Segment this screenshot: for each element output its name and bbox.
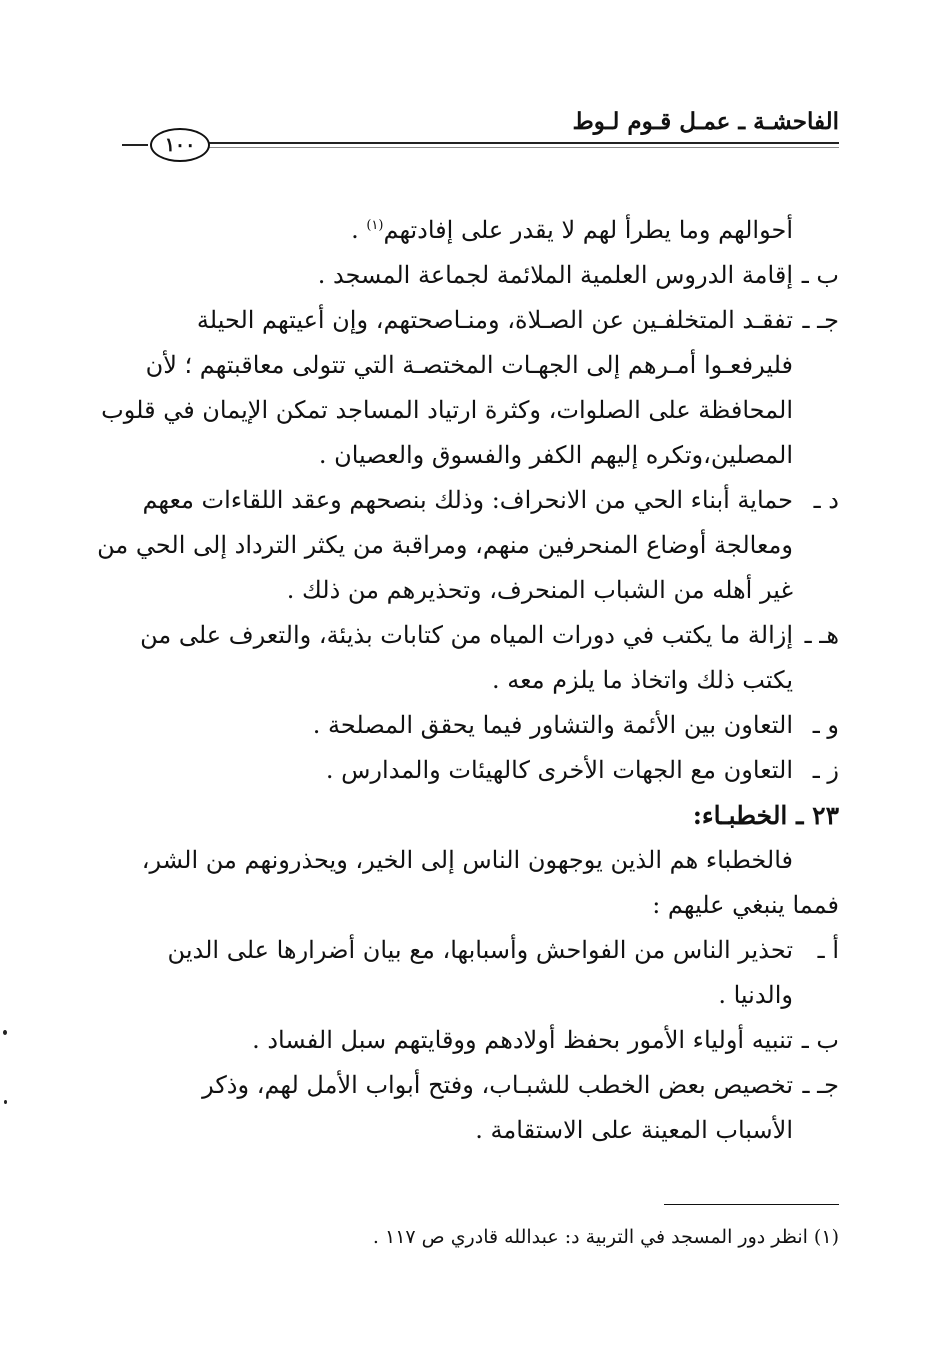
list-item-text	[129, 928, 793, 1018]
list-item-text	[129, 1018, 793, 1063]
text-line: تحذير الناس من الفواحش وأسبابها، مع بيان أضرارها على الدين	[167, 936, 793, 964]
footnote: (١) انظر دور المسجد في التربية د: عبدالله قادري ص ١١٧ .	[372, 1226, 839, 1248]
list-item	[101, 298, 839, 478]
continuation-line	[129, 208, 839, 253]
list-item-marker: ز ـ	[812, 756, 839, 784]
text-line: يكتب ذلك واتخاذ ما يلزم معه .	[492, 666, 793, 694]
page-number: ١٠٠	[164, 134, 196, 156]
list-item-marker: هـ ـ	[804, 621, 839, 649]
text-line: تخصيص بعض الخطب للشبـاب، وفتح أبواب الأمل لهم، وذكر	[202, 1071, 793, 1099]
continuation-tail: .	[351, 216, 367, 244]
text-line: فالخطباء هم الذين يوجهون الناس إلى الخير، ويحذرونهم من الشر،	[141, 846, 793, 874]
text-line: المصلين،وتكره إليهم الكفر والفسوق والعصيان .	[318, 441, 793, 469]
list-item-text	[129, 613, 793, 703]
continuation-text: أحوالهم وما يطرأ لهم لا يقدر على إفادتهم	[383, 216, 793, 244]
list-item	[129, 928, 839, 1018]
scan-speck	[3, 1030, 7, 1035]
list-item-text	[101, 298, 793, 478]
text-line: الأسباب المعينة على الاستقامة .	[475, 1116, 793, 1144]
text-line: إزالة ما يكتب في دورات المياه من كتابات بذيئة، والتعرف على من	[140, 621, 793, 649]
list-item-marker: ب ـ	[801, 1026, 839, 1054]
text-line: غير أهله من الشباب المنحرف، وتحذيرهم من ذلك .	[286, 576, 793, 604]
list-group-preacher-duties	[129, 928, 839, 1153]
intro-paragraph	[129, 838, 839, 928]
scan-speck	[4, 1100, 7, 1104]
list-item-marker: و ـ	[812, 711, 839, 739]
list-item-text	[129, 253, 793, 298]
list-item-text	[129, 748, 793, 793]
page-header	[122, 108, 839, 168]
footnote-rule	[664, 1204, 839, 1205]
list-item	[129, 1018, 839, 1063]
text-line: والدنيا .	[718, 981, 793, 1009]
footnote-ref: (١)	[366, 218, 384, 233]
text-line: فمما ينبغي عليهم :	[652, 891, 839, 919]
list-item-marker: جـ ـ	[802, 1071, 839, 1099]
list-item	[129, 1063, 839, 1153]
section-number: ٢٣ ـ	[796, 801, 839, 830]
text-line: تفقـد المتخلفـين عن الصـلاة، ومنـاصحتهم، وإن أعيتهم الحيلة	[196, 306, 793, 334]
section-title: الخطبـاء:	[692, 801, 788, 830]
list-item-marker: د ـ	[813, 486, 839, 514]
text-line: ومعالجة أوضاع المنحرفين منهم، ومراقبة من يكثر الترداد إلى الحي من	[97, 531, 793, 559]
list-item	[129, 613, 839, 703]
page-number-badge	[150, 128, 210, 162]
section-heading	[129, 793, 839, 838]
list-item-marker: ب ـ	[801, 261, 839, 289]
list-group-mosque-duties	[97, 253, 839, 793]
list-item-marker: أ ـ	[817, 936, 839, 964]
running-title: الفاحشـة ـ عمـل قـوم لـوط	[572, 108, 839, 135]
list-item	[97, 478, 839, 613]
text-line: تنبيه أولياء الأمور بحفظ أولادهم ووقايتهم سبل الفساد .	[252, 1026, 793, 1054]
list-item-text	[129, 703, 793, 748]
list-item	[129, 748, 839, 793]
page-body	[97, 208, 839, 1153]
list-item	[129, 253, 839, 298]
text-line: حماية أبناء الحي من الانحراف: وذلك بنصحهم وعقد اللقاءات معهم	[142, 486, 793, 514]
header-rule-tail	[122, 144, 148, 146]
text-line: فليرفعـوا أمـرهم إلى الجهـات المختصـة التي تتولى معاقبتهم ؛ لأن	[145, 351, 793, 379]
header-rule	[206, 142, 839, 148]
text-line: التعاون مع الجهات الأخرى كالهيئات والمدارس .	[325, 756, 793, 784]
list-item-text	[129, 1063, 793, 1153]
text-line: إقامة الدروس العلمية الملائمة لجماعة المسجد .	[317, 261, 793, 289]
list-item-marker: جـ ـ	[802, 306, 839, 334]
text-line: التعاون بين الأئمة والتشاور فيما يحقق المصلحة .	[312, 711, 793, 739]
text-line: المحافظة على الصلوات، وكثرة ارتياد المساجد تمكن الإيمان في قلوب	[101, 396, 793, 424]
list-item	[129, 703, 839, 748]
list-item-text	[97, 478, 793, 613]
